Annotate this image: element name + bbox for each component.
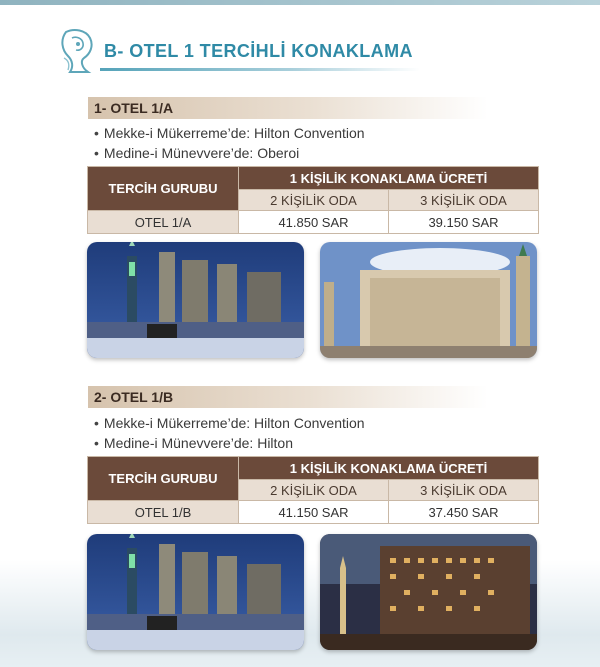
hotel-list-otel-1b [94,413,534,453]
price-cell: 41.850 SAR [239,211,389,234]
price-cell: 37.450 SAR [389,501,539,524]
sub-header: 2 KİŞİLİK ODA [239,480,389,501]
sub-header: 3 KİŞİLİK ODA [389,480,539,501]
makkah-night-photo [87,242,304,358]
price-table-otel-1a [87,166,539,234]
column-header: TERCİH GURUBU [88,457,239,501]
table-row [88,501,539,524]
sub-header: 2 KİŞİLİK ODA [239,190,389,211]
row-label: OTEL 1/B [88,501,239,524]
madinah-hotel-photo [320,242,537,358]
row-label: OTEL 1/A [88,211,239,234]
group-header: 1 KİŞİLİK KONAKLAMA ÜCRETİ [239,167,539,190]
decorative-ornament-logo-icon [60,28,96,74]
makkah-night-photo [87,534,304,650]
price-cell: 41.150 SAR [239,501,389,524]
sub-header: 3 KİŞİLİK ODA [389,190,539,211]
section-title-otel-1a: 1- OTEL 1/A [88,97,488,119]
table-row [88,211,539,234]
title-underline [100,68,420,71]
group-header: 1 KİŞİLİK KONAKLAMA ÜCRETİ [239,457,539,480]
page-title: B- OTEL 1 TERCİHLİ KONAKLAMA [104,41,413,61]
price-cell: 39.150 SAR [389,211,539,234]
list-item: • Medine-i Münevvere’de: Oberoi [94,143,534,163]
section-title-otel-1b: 2- OTEL 1/B [88,386,488,408]
price-table-otel-1b [87,456,539,524]
list-item: • Mekke-i Mükerreme’de: Hilton Convention [94,413,534,433]
column-header: TERCİH GURUBU [88,167,239,211]
list-item: • Mekke-i Mükerreme’de: Hilton Convention [94,123,534,143]
madinah-hilton-photo [320,534,537,650]
page-header [60,28,420,76]
list-item: • Medine-i Münevvere’de: Hilton [94,433,534,453]
top-divider [0,0,600,5]
hotel-list-otel-1a [94,123,534,163]
